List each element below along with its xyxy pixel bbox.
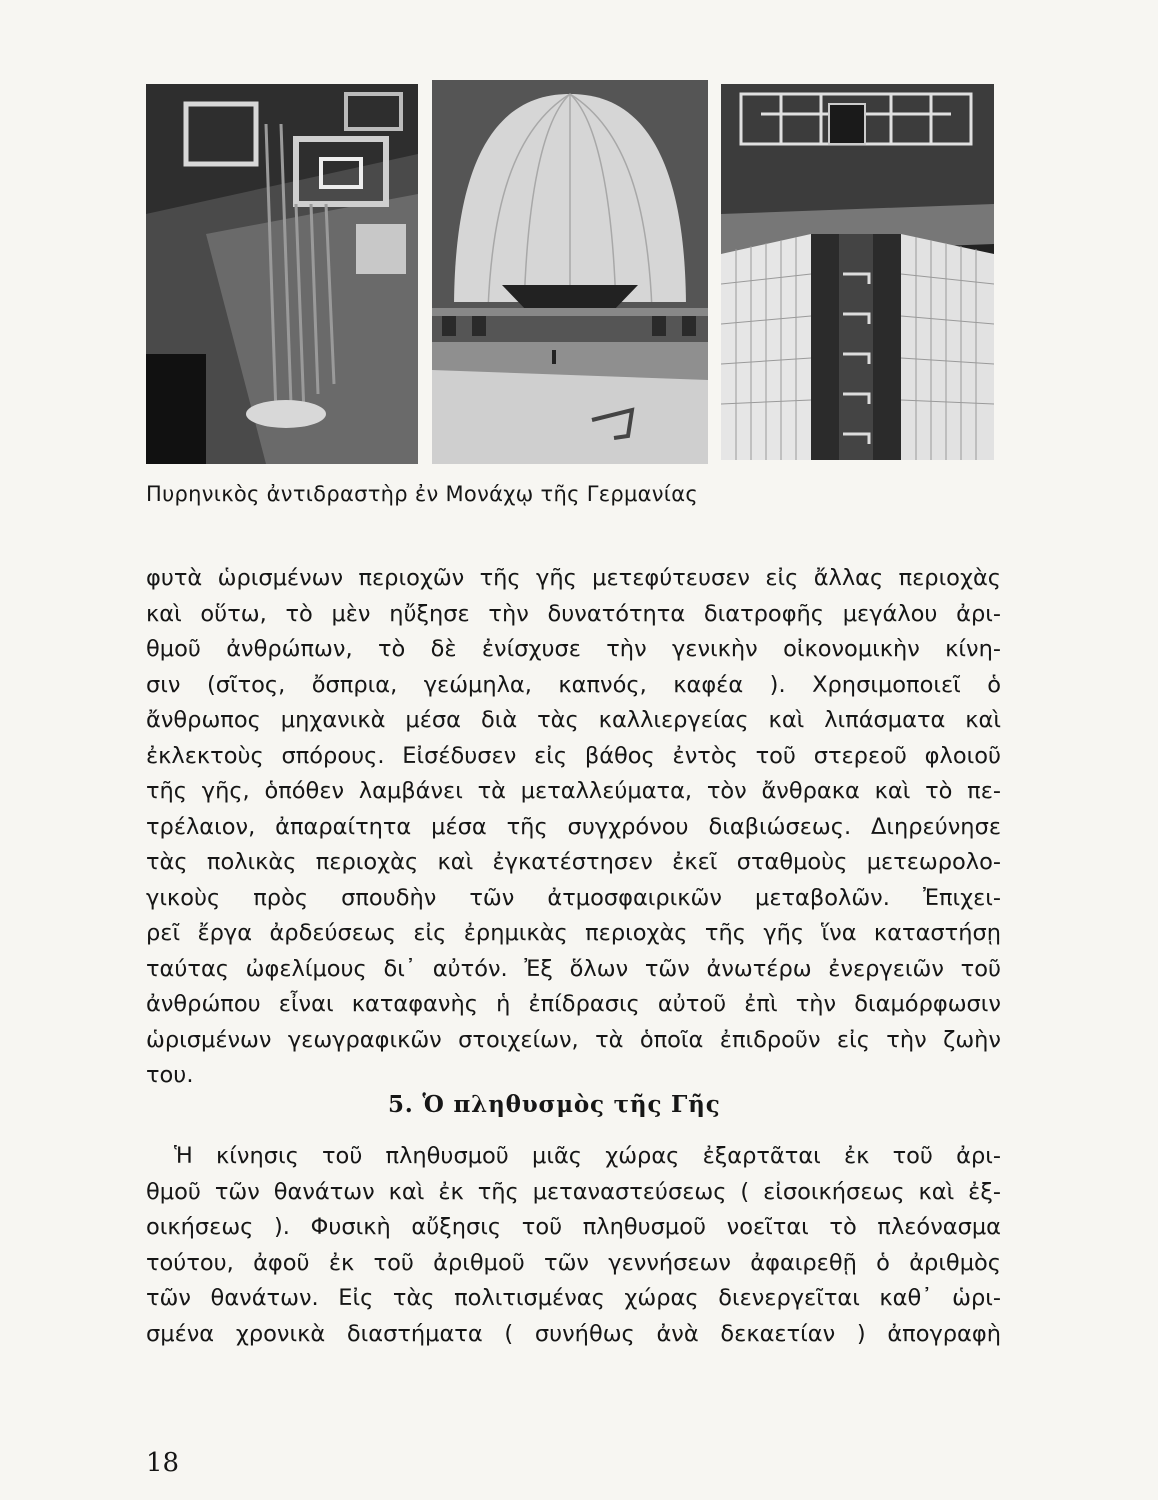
text-line: σμένα χρονικὰ διαστήματα ( συνήθως ἀνὰ δεκαετίαν ) ἀπογραφὴ: [146, 1320, 1001, 1347]
text-line: τούτου, ἀφοῦ ἐκ τοῦ ἀριθμοῦ τῶν γεννήσεων ἀφαιρεθῇ ὁ ἀριθμὸς: [146, 1249, 1001, 1276]
text-line: θμοῦ τῶν θανάτων καὶ ἐκ τῆς μεταναστεύσεως ( εἰσοικήσεως καὶ ἐξ-: [146, 1178, 1001, 1205]
figure-caption: Πυρηνικὸς ἀντιδραστὴρ ἐν Μονάχῳ τῆς Γερμανίας: [146, 482, 698, 506]
text-line: φυτὰ ὡρισμένων περιοχῶν τῆς γῆς μετεφύτευσεν εἰς ἄλλας περιοχὰς: [146, 565, 1001, 591]
reactor-interior-photo: [146, 84, 418, 464]
text-line: ρεῖ ἔργα ἀρδεύσεως εἰς ἐρημικὰς περιοχὰς τῆς γῆς ἵνα καταστήσῃ: [146, 920, 1001, 946]
text-line: καὶ οὕτω, τὸ μὲν ηὔξησε τὴν δυνατότητα διατροφῆς μεγάλου ἀρι-: [146, 600, 1001, 627]
text-line: τῶν θανάτων. Εἰς τὰς πολιτισμένας χώρας διενεργεῖται καθ᾽ ὡρι-: [146, 1285, 1001, 1311]
text-line: ἐκλεκτοὺς σπόρους. Εἰσέδυσεν εἰς βάθος ἐντὸς τοῦ στερεοῦ φλοιοῦ: [146, 742, 1001, 769]
text-line: ταύτας ὠφελίμους δι᾽ αὐτόν. Ἐξ ὅλων τῶν ἀνωτέρω ἐνεργειῶν τοῦ: [146, 955, 1001, 982]
reactor-dome-photo: [432, 80, 708, 464]
text-line: ἀνθρώπου εἶναι καταφανὴς ἡ ἐπίδρασις αὐτοῦ ἐπὶ τὴν διαμόρφωσιν: [146, 991, 1001, 1017]
text-line: οικήσεως ). Φυσικὴ αὔξησις τοῦ πληθυσμοῦ νοεῖται τὸ πλεόνασμα: [146, 1214, 1001, 1240]
paragraph-2: [146, 1139, 1001, 1352]
section-heading: 5. Ὁ πληθυσμὸς τῆς Γῆς: [388, 1091, 721, 1118]
reactor-pool-photo: [721, 84, 994, 460]
text-line: ὡρισμένων γεωγραφικῶν στοιχείων, τὰ ὁποῖα ἐπιδροῦν εἰς τὴν ζωὴν: [146, 1026, 1001, 1053]
text-line: ἄνθρωπος μηχανικὰ μέσα διὰ τὰς καλλιεργείας καὶ λιπάσματα καὶ: [146, 707, 1001, 733]
text-line: τρέλαιον, ἀπαραίτητα μέσα τῆς συγχρόνου διαβιώσεως. Διηρεύνησε: [146, 813, 1001, 840]
text-line: του.: [146, 1062, 194, 1088]
text-line: τῆς γῆς, ὁπόθεν λαμβάνει τὰ μεταλλεύματα, τὸν ἄνθρακα καὶ τὸ πε-: [146, 778, 1001, 804]
text-line: Ἡ κίνησις τοῦ πληθυσμοῦ μιᾶς χώρας ἐξαρτᾶται ἐκ τοῦ ἀρι-: [174, 1143, 1001, 1169]
text-line: θμοῦ ἀνθρώπων, τὸ δὲ ἐνίσχυσε τὴν γενικὴν οἰκονομικὴν κίνη-: [146, 636, 1001, 662]
text-line: γικοὺς πρὸς σπουδὴν τῶν ἀτμοσφαιρικῶν μεταβολῶν. Ἐπιχει-: [146, 884, 1001, 911]
paragraph-1: [146, 561, 1001, 1094]
text-line: σιν (σῖτος, ὄσπρια, γεώμηλα, καπνός, καφέα ). Χρησιμοποιεῖ ὁ: [146, 671, 1001, 698]
text-line: τὰς πολικὰς περιοχὰς καὶ ἐγκατέστησεν ἐκεῖ σταθμοὺς μετεωρολο-: [146, 849, 1001, 875]
page-number: 18: [146, 1448, 180, 1478]
